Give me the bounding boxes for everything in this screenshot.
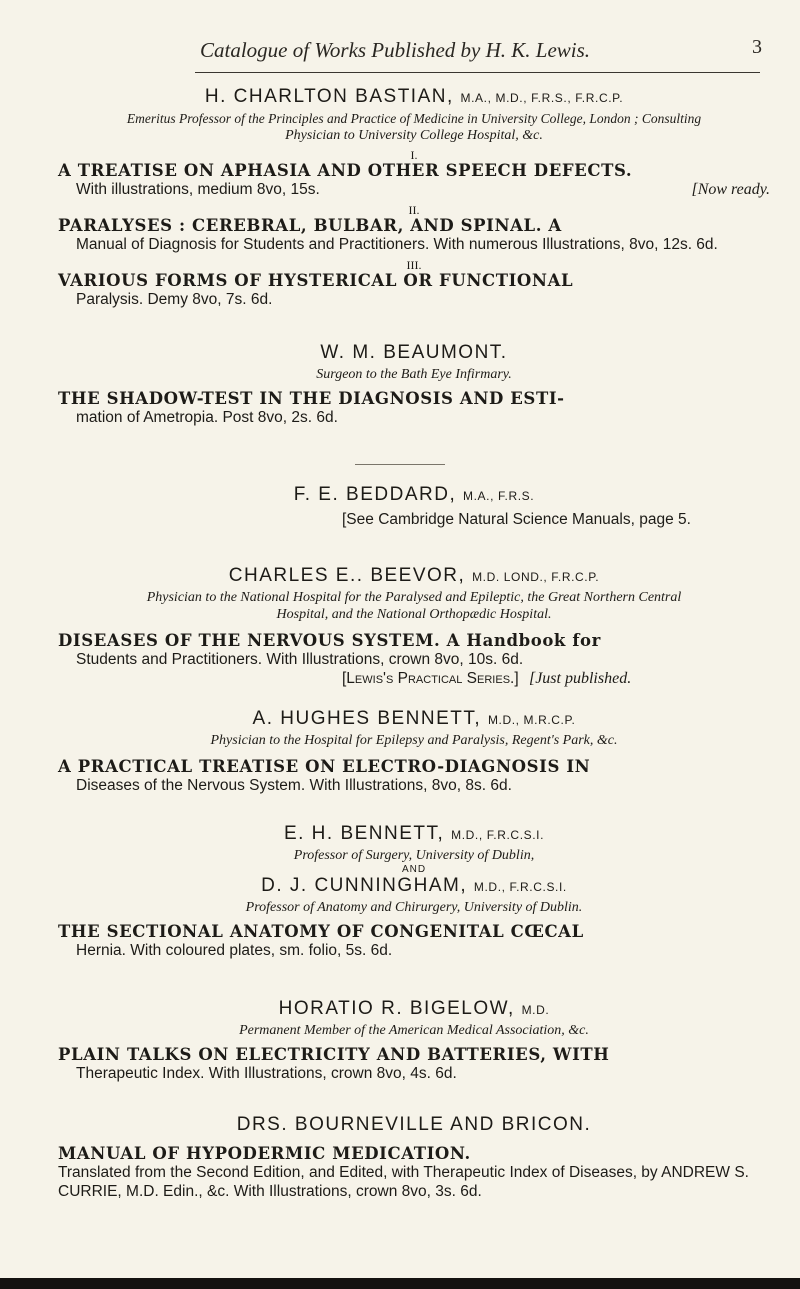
author-name xyxy=(58,565,770,587)
entry-beddard xyxy=(58,484,770,529)
author-affiliation: Physician to the National Hospital for the Paralysed and Epileptic, the Great Northern Central xyxy=(146,590,682,605)
work-title: PLAIN TALKS ON ELECTRICITY AND BATTERIES, WITH xyxy=(58,1045,610,1064)
entry-bigelow xyxy=(58,998,770,1083)
author-name xyxy=(58,998,770,1020)
entry-bourneville-bricon xyxy=(58,1114,770,1201)
section-divider xyxy=(355,464,445,465)
author-name: DRS. BOURNEVILLE AND BRICON. xyxy=(236,1114,592,1135)
author-name: W. M. BEAUMONT. xyxy=(320,342,508,363)
author-name-text: F. E. BEDDARD, xyxy=(293,484,457,505)
author-name xyxy=(58,708,770,730)
author-name xyxy=(58,86,770,108)
work-numeral: III. xyxy=(406,258,422,272)
series-line xyxy=(58,669,770,688)
conjunction-and: AND xyxy=(401,864,427,875)
author-affiliation: Physician to the Hospital for Epilepsy and Paralysis, Regent's Park, &c. xyxy=(210,733,618,748)
author-name xyxy=(58,823,770,845)
co-author-name-text: D. J. CUNNINGHAM, xyxy=(261,875,468,896)
entry-hughes-bennett xyxy=(58,708,770,795)
work-title: A PRACTICAL TREATISE ON ELECTRO-DIAGNOSIS IN xyxy=(58,757,591,776)
author-affiliation: Surgeon to the Bath Eye Infirmary. xyxy=(316,367,512,382)
work-title: PARALYSES : CEREBRAL, BULBAR, AND SPINAL. A xyxy=(58,216,562,235)
author-affiliation: Permanent Member of the American Medical Association, &c. xyxy=(239,1023,589,1038)
work-description: Therapeutic Index. With Illustrations, crown 8vo, 4s. 6d. xyxy=(76,1065,457,1082)
author-affiliation: Professor of Surgery, University of Dublin, xyxy=(293,848,535,863)
work-description: Hernia. With coloured plates, sm. folio, 5s. 6d. xyxy=(76,942,393,959)
work-title: MANUAL OF HYPODERMIC MEDICATION. xyxy=(58,1144,471,1163)
entry-bastian xyxy=(58,86,770,309)
page-number: 3 xyxy=(752,36,762,58)
series-name: [Lewis's Practical Series.] xyxy=(342,670,519,687)
work-description: Translated from the Second Edition, and Edited, with Therapeutic Index of Diseases, by ANDREW S. CURRIE, M.D. Edin., &c. With Illustrations, crown 8vo, 3s. 6d. xyxy=(58,1164,749,1200)
author-affiliation-2: Physician to University College Hospital, &c. xyxy=(285,128,543,143)
author-degrees: M.D. xyxy=(521,1003,550,1017)
co-author-name xyxy=(58,875,770,897)
work-description: Paralysis. Demy 8vo, 7s. 6d. xyxy=(76,291,273,308)
author-name-text: H. CHARLTON BASTIAN, xyxy=(204,86,454,107)
author-affiliation: Emeritus Professor of the Principles and Practice of Medicine in University College, London ; Consulting xyxy=(126,111,702,126)
author-degrees: M.D., F.R.C.S.I. xyxy=(451,828,545,842)
author-degrees: M.A., F.R.S. xyxy=(463,489,535,503)
availability-note: [Now ready. xyxy=(691,181,770,198)
running-header: Catalogue of Works Published by H. K. Lewis. xyxy=(200,38,591,62)
co-author-affiliation: Professor of Anatomy and Chirurgery, University of Dublin. xyxy=(245,900,583,915)
availability-note: [Just published. xyxy=(528,670,632,687)
author-degrees: M.A., M.D., F.R.S., F.R.C.P. xyxy=(460,91,624,105)
work-numeral: I. xyxy=(410,148,418,162)
author-name-text: E. H. BENNETT, xyxy=(283,823,445,844)
work-title: DISEASES OF THE NERVOUS SYSTEM. A Handbook for xyxy=(58,631,601,650)
work-title: A TREATISE ON APHASIA AND OTHER SPEECH DEFECTS. xyxy=(58,161,633,180)
entry-beaumont xyxy=(58,342,770,427)
cross-reference-note: [See Cambridge Natural Science Manuals, page 5. xyxy=(342,511,691,528)
author-name-text: HORATIO R. BIGELOW, xyxy=(278,998,515,1019)
work-numeral: II. xyxy=(408,203,420,217)
author-affiliation-2: Hospital, and the National Orthopædic Hospital. xyxy=(276,607,552,622)
work-title: THE SECTIONAL ANATOMY OF CONGENITAL CŒCAL xyxy=(58,922,584,941)
co-author-degrees: M.D., F.R.C.S.I. xyxy=(473,880,567,894)
entry-bennett-cunningham xyxy=(58,823,770,960)
author-degrees: M.D. LOND., F.R.C.P. xyxy=(472,570,600,584)
header-rule xyxy=(195,72,760,73)
author-name-text: A. HUGHES BENNETT, xyxy=(252,708,482,729)
work-description: Diseases of the Nervous System. With Illustrations, 8vo, 8s. 6d. xyxy=(76,777,512,794)
entry-beevor xyxy=(58,565,770,688)
work-description: Manual of Diagnosis for Students and Practitioners. With numerous Illustrations, 8vo, 12s. 6d. xyxy=(76,236,718,253)
author-name xyxy=(58,484,770,506)
work-description xyxy=(58,180,770,199)
work-title: VARIOUS FORMS OF HYSTERICAL OR FUNCTIONAL xyxy=(58,271,574,290)
author-degrees: M.D., M.R.C.P. xyxy=(487,713,576,727)
page-edge-shadow xyxy=(0,1278,800,1289)
work-description: Students and Practitioners. With Illustrations, crown 8vo, 10s. 6d. xyxy=(76,651,524,668)
work-description: mation of Ametropia. Post 8vo, 2s. 6d. xyxy=(76,409,338,426)
work-description-text: With illustrations, medium 8vo, 15s. xyxy=(76,181,320,198)
author-name-text: CHARLES E.. BEEVOR, xyxy=(228,565,466,586)
work-title: THE SHADOW-TEST IN THE DIAGNOSIS AND ESTI- xyxy=(58,389,565,408)
